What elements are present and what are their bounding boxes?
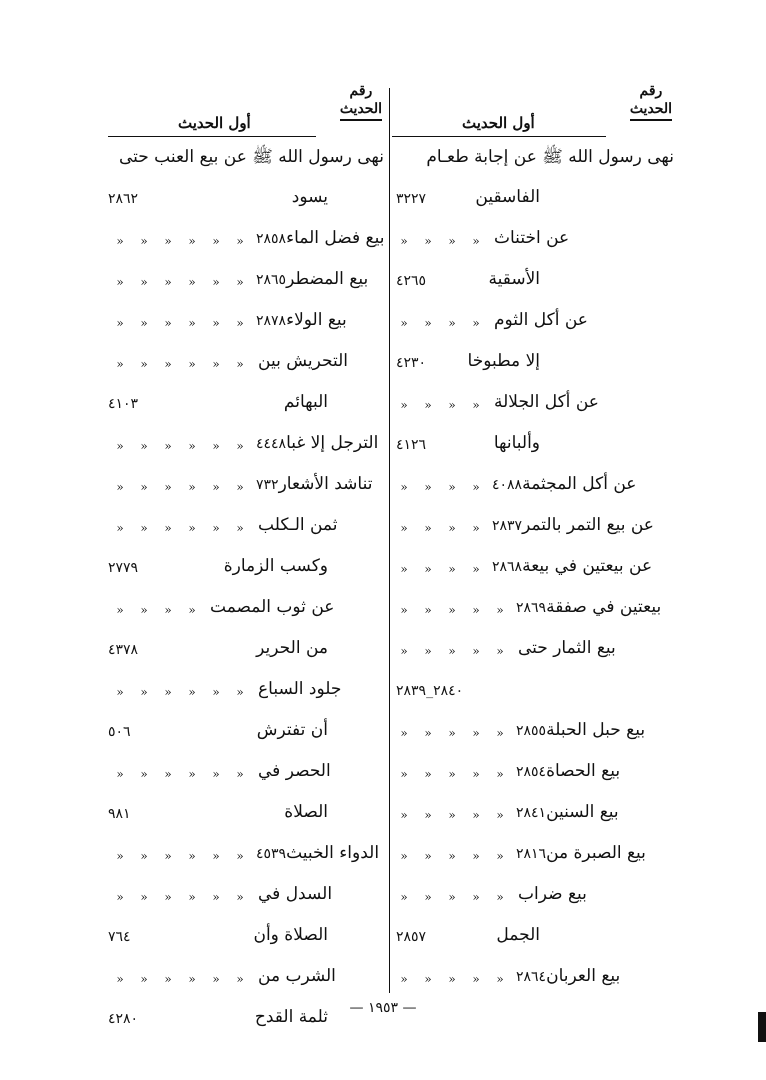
hadith-first-words: إلا مطبوخا [467, 351, 540, 371]
hadith-number-label: رقم الحديث [340, 82, 382, 121]
hadith-number: ٢٧٧٩ [108, 560, 139, 576]
ditto-mark: » [496, 767, 504, 781]
ditto-mark: » [212, 234, 220, 248]
ditto-mark: » [400, 603, 408, 617]
index-entry [108, 345, 380, 386]
ditto-marks [392, 521, 488, 535]
ditto-mark: » [164, 234, 172, 248]
column-header [108, 80, 380, 140]
ditto-mark: » [424, 521, 432, 535]
ditto-mark: » [400, 316, 408, 330]
ditto-mark: » [116, 849, 124, 863]
ditto-mark: » [212, 972, 220, 986]
ditto-mark: » [188, 685, 196, 699]
index-entry [108, 550, 380, 591]
ditto-marks [392, 234, 488, 248]
ditto-mark: » [472, 726, 480, 740]
index-entry [108, 919, 380, 960]
ditto-mark: » [472, 890, 480, 904]
ditto-marks [108, 357, 252, 371]
ditto-mark: » [236, 767, 244, 781]
ditto-mark: » [212, 849, 220, 863]
ditto-mark: » [448, 521, 456, 535]
ditto-mark: » [212, 480, 220, 494]
ditto-mark: » [140, 890, 148, 904]
ditto-mark: » [140, 849, 148, 863]
ditto-marks [392, 398, 488, 412]
ditto-mark: » [236, 357, 244, 371]
ditto-marks [108, 275, 252, 289]
index-entry [392, 878, 670, 919]
ditto-mark: » [496, 726, 504, 740]
ditto-mark: » [164, 316, 172, 330]
ditto-mark: » [400, 972, 408, 986]
hadith-first-words: نهى رسول الله ﷺ عن بيع العنب حتى [118, 147, 384, 167]
hadith-first-words: الحصر في [258, 761, 331, 781]
ditto-mark: » [424, 603, 432, 617]
ditto-mark: » [212, 275, 220, 289]
ditto-mark: » [472, 808, 480, 822]
index-entry [392, 591, 670, 632]
hadith-first-words: بيع العربان [546, 966, 621, 986]
ditto-mark: » [496, 849, 504, 863]
index-entry [108, 960, 380, 1001]
ditto-mark: » [400, 808, 408, 822]
ditto-mark: » [448, 603, 456, 617]
hadith-first-words: نهى رسول الله ﷺ عن إجابة طعـام [426, 147, 674, 167]
index-entry [108, 837, 380, 878]
ditto-mark: » [188, 972, 196, 986]
ditto-mark: » [188, 316, 196, 330]
ditto-marks [392, 767, 512, 781]
hadith-number: ٤٥٣٩ [256, 846, 287, 862]
ditto-mark: » [140, 439, 148, 453]
hadith-first-words: عن أكل الثوم [494, 310, 588, 330]
ditto-marks [392, 726, 512, 740]
index-entry [392, 263, 670, 304]
index-entry [108, 509, 380, 550]
hadith-first-words: عن أكل الجلالة [494, 392, 599, 412]
index-entry [108, 427, 380, 468]
ditto-mark: » [400, 562, 408, 576]
hadith-first-words: بيعتين في صفقة [546, 597, 662, 617]
ditto-mark: » [140, 603, 148, 617]
hadith-first-words: وكسب الزمارة [223, 556, 328, 576]
ditto-mark: » [448, 644, 456, 658]
ditto-mark: » [472, 603, 480, 617]
index-entry [108, 304, 380, 345]
hadith-number: ٢٨٦٤ [516, 969, 547, 985]
right-column [392, 80, 674, 1001]
ditto-mark: » [472, 521, 480, 535]
ditto-mark: » [424, 767, 432, 781]
hadith-first-words: تناشد الأشعار [278, 474, 373, 494]
hadith-number: ٥٠٦ [108, 724, 131, 740]
ditto-mark: » [140, 316, 148, 330]
index-entry [392, 960, 670, 1001]
ditto-marks [392, 644, 512, 658]
ditto-mark: » [236, 890, 244, 904]
ditto-mark: » [188, 849, 196, 863]
ditto-mark: » [116, 767, 124, 781]
ditto-mark: » [424, 972, 432, 986]
ditto-mark: » [400, 890, 408, 904]
index-entry [392, 919, 670, 960]
ditto-mark: » [424, 398, 432, 412]
index-entry [392, 673, 670, 714]
ditto-mark: » [496, 603, 504, 617]
ditto-mark: » [164, 357, 172, 371]
ditto-mark: » [236, 275, 244, 289]
ditto-mark: » [164, 275, 172, 289]
ditto-mark: » [188, 603, 196, 617]
ditto-mark: » [472, 972, 480, 986]
index-entry [108, 140, 384, 181]
ditto-marks [108, 603, 204, 617]
index-entry [108, 1001, 380, 1042]
hadith-number: ٢٨٦٥ [256, 272, 287, 288]
ditto-mark: » [236, 234, 244, 248]
ditto-mark: » [472, 849, 480, 863]
hadith-number: ٢٨٤١ [516, 805, 547, 821]
index-entry [392, 468, 670, 509]
hadith-first-words: وألبانها [493, 433, 540, 453]
ditto-mark: » [140, 275, 148, 289]
ditto-mark: » [448, 398, 456, 412]
hadith-first-words: ثمن الـكلب [258, 515, 338, 535]
ditto-mark: » [164, 849, 172, 863]
ditto-mark: » [472, 480, 480, 494]
hadith-number: ٢٨٥٥ [516, 723, 547, 739]
ditto-mark: » [164, 521, 172, 535]
hadith-first-words: يسود [291, 187, 328, 207]
ditto-mark: » [164, 890, 172, 904]
ditto-mark: » [472, 316, 480, 330]
hadith-first-words: الشرب من [258, 966, 336, 986]
index-entry [108, 755, 380, 796]
ditto-mark: » [448, 808, 456, 822]
index-entry [392, 755, 670, 796]
hadith-first-words: عن بيع التمر بالتمر [522, 515, 654, 535]
index-entry [108, 673, 380, 714]
ditto-mark: » [424, 562, 432, 576]
hadith-first-words: من الحرير [256, 638, 328, 658]
ditto-mark: » [448, 767, 456, 781]
ditto-mark: » [236, 972, 244, 986]
ditto-mark: » [496, 808, 504, 822]
ditto-mark: » [400, 521, 408, 535]
index-entry [108, 386, 380, 427]
ditto-marks [392, 849, 512, 863]
hadith-number: ٢٨٦٩ [516, 600, 547, 616]
hadith-first-words: الصلاة وأن [253, 925, 328, 945]
hadith-first-words: البهائم [283, 392, 328, 412]
hadith-first-words: الأسقية [488, 269, 540, 289]
index-entry [392, 427, 670, 468]
index-entry [108, 468, 380, 509]
column-divider [389, 88, 390, 993]
hadith-number: ٩٨١ [108, 806, 131, 822]
hadith-first-words: بيع الثمار حتى [518, 638, 616, 658]
hadith-number: ٤٢٦٥ [396, 273, 427, 289]
ditto-mark: » [496, 972, 504, 986]
ditto-marks [108, 521, 252, 535]
column-header [392, 80, 670, 140]
ditto-mark: » [116, 439, 124, 453]
ditto-mark: » [188, 439, 196, 453]
ditto-mark: » [116, 521, 124, 535]
ditto-mark: » [116, 603, 124, 617]
ditto-mark: » [212, 521, 220, 535]
ditto-mark: » [472, 234, 480, 248]
ditto-mark: » [400, 726, 408, 740]
ditto-mark: » [472, 644, 480, 658]
hadith-number-label: رقم الحديث [630, 82, 672, 121]
hadith-number: ٤٢٨٠ [108, 1011, 139, 1027]
hadith-first-words: الجمل [496, 925, 540, 945]
ditto-mark: » [424, 726, 432, 740]
hadith-first-words: الفاسقين [475, 187, 540, 207]
hadith-number: ٢٨٦٨ [492, 559, 523, 575]
ditto-marks [108, 972, 252, 986]
ditto-mark: » [116, 275, 124, 289]
ditto-mark: » [188, 275, 196, 289]
index-entry [108, 796, 380, 837]
hadith-number: ٤١٠٣ [108, 396, 139, 412]
ditto-mark: » [164, 603, 172, 617]
hadith-first-words: عن بيعتين في بيعة [522, 556, 653, 576]
ditto-mark: » [140, 234, 148, 248]
ditto-marks [392, 972, 512, 986]
hadith-number: ٧٣٢ [256, 477, 279, 493]
index-entry [108, 222, 385, 263]
ditto-mark: » [448, 890, 456, 904]
ditto-marks [392, 480, 488, 494]
hadith-start-label: أول الحديث [462, 114, 535, 132]
hadith-first-words: السدل في [258, 884, 333, 904]
ditto-mark: » [236, 685, 244, 699]
page-edge-mark [758, 1012, 766, 1042]
ditto-mark: » [448, 972, 456, 986]
ditto-mark: » [424, 480, 432, 494]
hadith-first-words: بيع الولاء [286, 310, 347, 330]
ditto-mark: » [496, 644, 504, 658]
ditto-mark: » [140, 972, 148, 986]
hadith-first-words: بيع حبل الحبلة [546, 720, 646, 740]
ditto-mark: » [116, 685, 124, 699]
header-rule [108, 136, 316, 137]
hadith-number: ٢٨٧٨ [256, 313, 287, 329]
ditto-mark: » [188, 890, 196, 904]
ditto-marks [108, 439, 252, 453]
ditto-mark: » [448, 726, 456, 740]
ditto-mark: » [236, 439, 244, 453]
ditto-mark: » [448, 480, 456, 494]
ditto-mark: » [448, 849, 456, 863]
ditto-mark: » [164, 480, 172, 494]
hadith-number: ٢٨٥٨ [256, 231, 287, 247]
index-entry [392, 304, 670, 345]
hadith-number: ٢٨٦٢ [108, 191, 139, 207]
hadith-number: ٤٠٨٨ [492, 477, 523, 493]
ditto-mark: » [140, 521, 148, 535]
ditto-mark: » [116, 890, 124, 904]
hadith-number: ٢٨٤٠_٢٨٣٩ [396, 683, 464, 699]
hadith-first-words: بيع ضراب [518, 884, 587, 904]
index-entry [108, 591, 380, 632]
ditto-mark: » [400, 398, 408, 412]
index-entry [392, 796, 670, 837]
index-entry [108, 181, 380, 222]
ditto-mark: » [400, 644, 408, 658]
hadith-number: ٧٦٤ [108, 929, 131, 945]
ditto-mark: » [212, 685, 220, 699]
hadith-start-label: أول الحديث [178, 114, 251, 132]
header-rule [392, 136, 606, 137]
ditto-marks [392, 890, 512, 904]
ditto-mark: » [164, 972, 172, 986]
ditto-mark: » [236, 849, 244, 863]
ditto-mark: » [188, 521, 196, 535]
ditto-mark: » [116, 972, 124, 986]
index-entry [392, 140, 674, 181]
hadith-first-words: بيع فضل الماء [286, 228, 385, 248]
index-entry [392, 222, 670, 263]
ditto-mark: » [400, 234, 408, 248]
ditto-marks [108, 890, 252, 904]
hadith-first-words: عن أكل المجثمة [522, 474, 637, 494]
hadith-first-words: أن تفترش [256, 720, 328, 740]
ditto-mark: » [212, 439, 220, 453]
ditto-mark: » [472, 398, 480, 412]
index-entry [392, 714, 670, 755]
hadith-number: ٢٨٣٧ [492, 518, 523, 534]
ditto-mark: » [424, 644, 432, 658]
hadith-number: ٢٨٥٤ [516, 764, 547, 780]
ditto-mark: » [212, 890, 220, 904]
index-entry [392, 632, 670, 673]
ditto-mark: » [116, 480, 124, 494]
index-entry [392, 386, 670, 427]
index-entry [392, 181, 670, 222]
ditto-marks [108, 685, 252, 699]
ditto-mark: » [188, 234, 196, 248]
ditto-mark: » [448, 562, 456, 576]
hadith-first-words: الدواء الخبيث [286, 843, 380, 863]
ditto-mark: » [424, 234, 432, 248]
hadith-first-words: بيع المضطر [286, 269, 369, 289]
index-entry [392, 509, 670, 550]
ditto-mark: » [400, 480, 408, 494]
index-entry [108, 632, 380, 673]
ditto-mark: » [236, 316, 244, 330]
ditto-mark: » [448, 234, 456, 248]
ditto-mark: » [424, 849, 432, 863]
hadith-number: ٣٢٢٧ [396, 191, 427, 207]
ditto-mark: » [236, 480, 244, 494]
ditto-mark: » [448, 316, 456, 330]
ditto-mark: » [140, 480, 148, 494]
ditto-mark: » [424, 316, 432, 330]
ditto-mark: » [140, 685, 148, 699]
page-number: — ١٩٥٣ — [349, 1000, 417, 1016]
ditto-mark: » [164, 439, 172, 453]
hadith-first-words: بيع الحصاة [546, 761, 621, 781]
hadith-first-words: التحريش بين [258, 351, 348, 371]
ditto-mark: » [472, 767, 480, 781]
ditto-mark: » [400, 849, 408, 863]
ditto-mark: » [212, 767, 220, 781]
ditto-marks [108, 234, 252, 248]
ditto-mark: » [496, 890, 504, 904]
hadith-first-words: بيع السنين [546, 802, 619, 822]
ditto-marks [392, 562, 488, 576]
ditto-mark: » [164, 767, 172, 781]
ditto-marks [392, 808, 512, 822]
hadith-first-words: الترجل إلا غبا [286, 433, 379, 453]
ditto-marks [108, 316, 252, 330]
hadith-number: ٤٢٣٠ [396, 355, 427, 371]
ditto-mark: » [116, 234, 124, 248]
index-entry [392, 345, 670, 386]
ditto-marks [108, 767, 252, 781]
ditto-mark: » [236, 521, 244, 535]
hadith-first-words: عن ثوب المصمت [210, 597, 335, 617]
ditto-marks [108, 480, 252, 494]
ditto-mark: » [164, 685, 172, 699]
hadith-number: ٤١٢٦ [396, 437, 427, 453]
index-entry [392, 550, 670, 591]
hadith-first-words: بيع الصبرة من [546, 843, 646, 863]
hadith-number: ٢٨٥٧ [396, 929, 427, 945]
ditto-mark: » [212, 357, 220, 371]
ditto-mark: » [472, 562, 480, 576]
ditto-mark: » [140, 767, 148, 781]
ditto-mark: » [140, 357, 148, 371]
ditto-mark: » [188, 480, 196, 494]
ditto-mark: » [424, 890, 432, 904]
ditto-marks [392, 603, 512, 617]
hadith-first-words: جلود السباع [258, 679, 342, 699]
hadith-first-words: عن اختناث [494, 228, 570, 248]
hadith-first-words: ثلمة القدح [254, 1007, 328, 1027]
index-entry [108, 878, 380, 919]
ditto-mark: » [188, 357, 196, 371]
ditto-marks [108, 849, 252, 863]
ditto-mark: » [116, 357, 124, 371]
ditto-mark: » [188, 767, 196, 781]
ditto-mark: » [212, 316, 220, 330]
hadith-number: ٢٨١٦ [516, 846, 547, 862]
hadith-first-words: الصلاة [284, 802, 328, 822]
ditto-mark: » [424, 808, 432, 822]
ditto-mark: » [116, 316, 124, 330]
index-entry [392, 837, 670, 878]
ditto-mark: » [400, 767, 408, 781]
ditto-marks [392, 316, 488, 330]
index-entry [108, 263, 380, 304]
index-entry [108, 714, 380, 755]
hadith-number: ٤٣٧٨ [108, 642, 139, 658]
hadith-number: ٤٤٤٨ [256, 436, 287, 452]
